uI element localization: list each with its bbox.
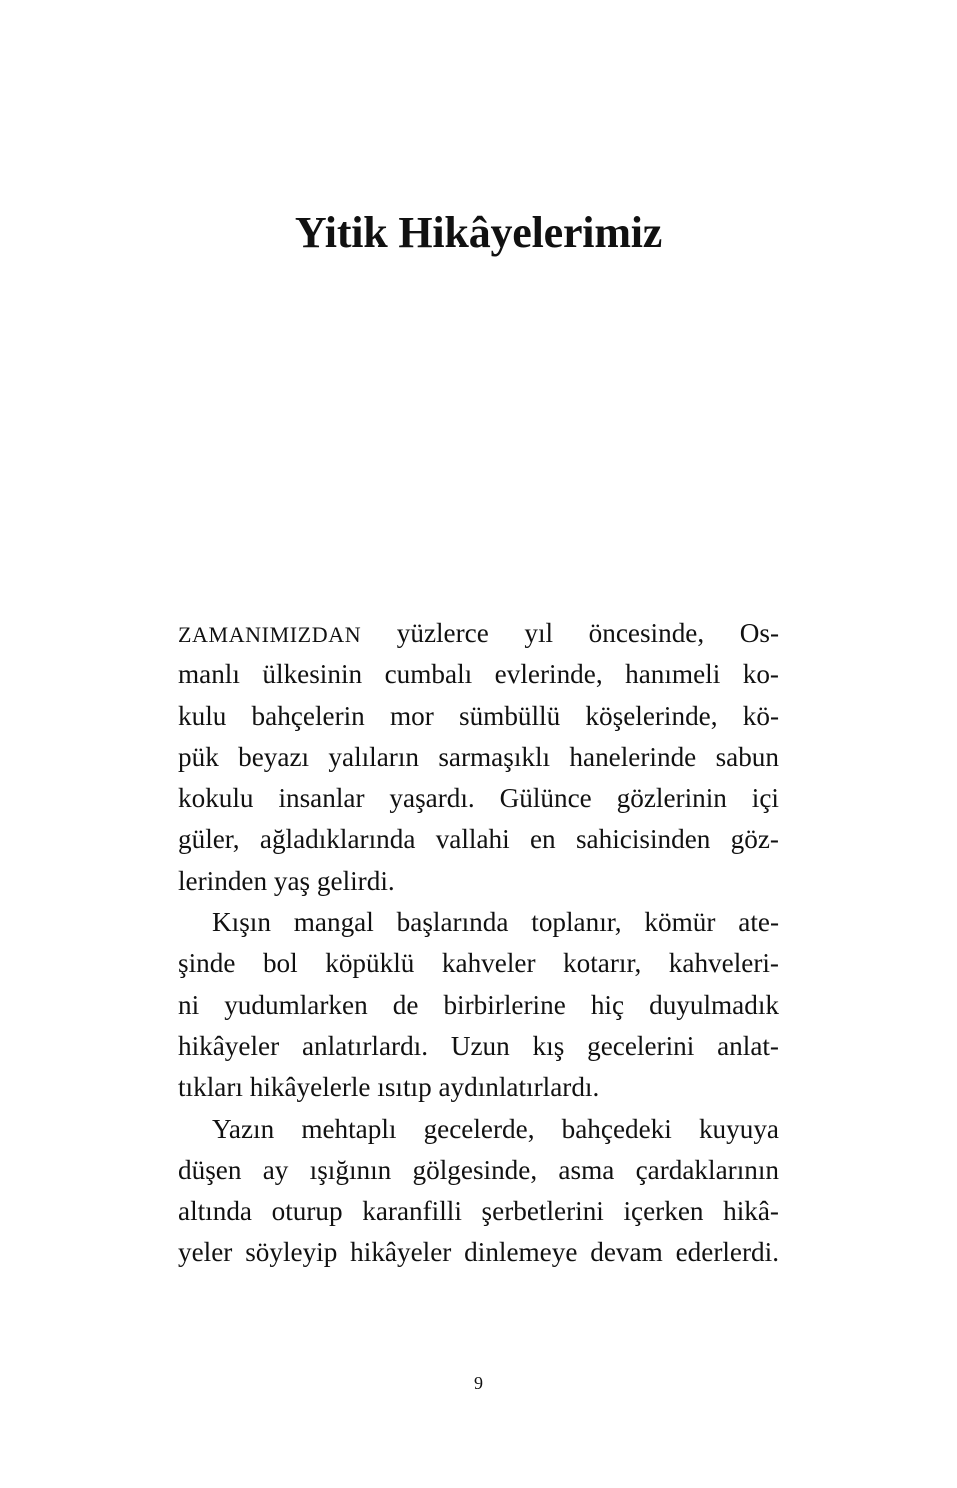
paragraph-1-line-2: manlı ülkesinin cumbalı evlerinde, hanımeli ko- <box>178 659 779 690</box>
paragraph-3-line-4: yeler söyleyip hikâyeler dinlemeye devam ederlerdi. <box>178 1237 779 1268</box>
paragraph-2-line-3: ni yudumlarken de birbirlerine hiç duyulmadık <box>178 989 779 1020</box>
page-number: 9 <box>474 1373 483 1393</box>
paragraph-1-line-1 <box>178 613 779 654</box>
paragraph-1-line-7: lerinden yaş gelirdi. <box>178 865 395 896</box>
lead-word: ZAMANIMIZDAN <box>178 622 362 647</box>
body-text <box>178 613 779 1274</box>
paragraph-2-line-1: Kışın mangal başlarında toplanır, kömür ate- <box>212 907 779 938</box>
paragraph-1-line-4: pük beyazı yalıların sarmaşıklı hanelerinde sabun <box>178 741 779 772</box>
chapter-title: Yitik Hikâyelerimiz <box>294 208 663 257</box>
paragraph-3-line-2: düşen ay ışığının gölgesinde, asma çardaklarının <box>178 1154 779 1185</box>
paragraph-1-line-1-text: yüzlerce yıl öncesinde, Os- <box>361 618 779 648</box>
paragraph-3-line-1: Yazın mehtaplı gecelerde, bahçedeki kuyuya <box>212 1113 779 1144</box>
paragraph-1-line-3: kulu bahçelerin mor sümbüllü köşelerinde, kö- <box>178 700 779 731</box>
paragraph-2-line-2: şinde bol köpüklü kahveler kotarır, kahveleri- <box>178 948 779 979</box>
paragraph-2-line-5: tıkları hikâyelerle ısıtıp aydınlatırlardı. <box>178 1072 600 1103</box>
paragraph-1-line-5: kokulu insanlar yaşardı. Gülünce gözlerinin içi <box>178 783 779 814</box>
paragraph-2-line-4: hikâyeler anlatırlardı. Uzun kış gecelerini anlat- <box>178 1030 779 1061</box>
paragraph-1-line-6: güler, ağladıklarında vallahi en sahicisinden göz- <box>178 824 779 855</box>
paragraph-3-line-3: altında oturup karanfilli şerbetlerini içerken hikâ- <box>178 1196 779 1227</box>
